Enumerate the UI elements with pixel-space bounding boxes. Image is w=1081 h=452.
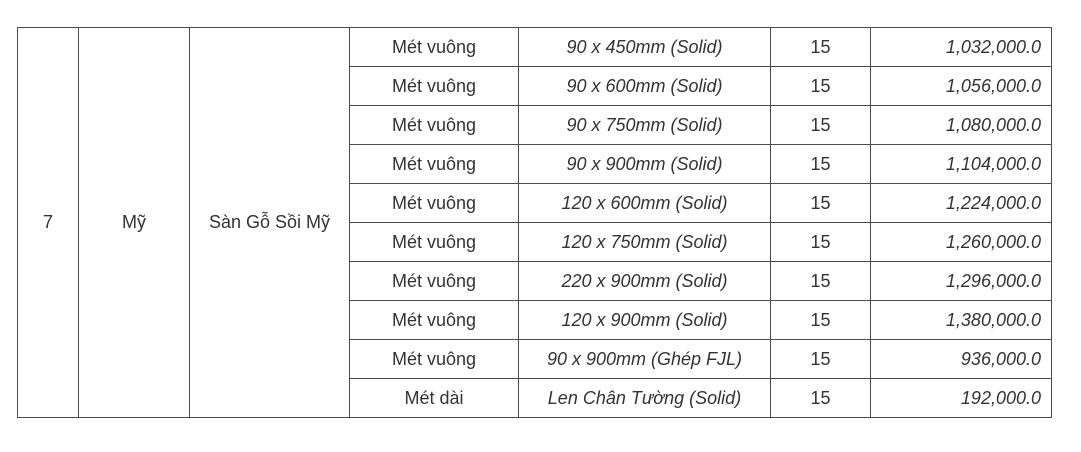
unit-cell: Mét vuông: [350, 28, 519, 67]
thickness-cell: 15: [771, 145, 871, 184]
price-cell: 1,032,000.0: [871, 28, 1052, 67]
unit-cell: Mét vuông: [350, 340, 519, 379]
spec-cell: 90 x 750mm (Solid): [519, 106, 771, 145]
price-cell: 192,000.0: [871, 379, 1052, 418]
price-cell: 1,260,000.0: [871, 223, 1052, 262]
unit-cell: Mét vuông: [350, 67, 519, 106]
price-cell: 1,224,000.0: [871, 184, 1052, 223]
spec-cell: 90 x 900mm (Solid): [519, 145, 771, 184]
spec-cell: Len Chân Tường (Solid): [519, 379, 771, 418]
product-name-cell: Sàn Gỗ Sồi Mỹ: [190, 28, 350, 418]
thickness-cell: 15: [771, 67, 871, 106]
price-cell: 1,080,000.0: [871, 106, 1052, 145]
thickness-cell: 15: [771, 340, 871, 379]
table-body: [18, 28, 1052, 418]
thickness-cell: 15: [771, 301, 871, 340]
spec-cell: 120 x 600mm (Solid): [519, 184, 771, 223]
table-row: [18, 28, 1052, 67]
spec-cell: 90 x 600mm (Solid): [519, 67, 771, 106]
unit-cell: Mét vuông: [350, 301, 519, 340]
spec-cell: 90 x 900mm (Ghép FJL): [519, 340, 771, 379]
price-cell: 1,104,000.0: [871, 145, 1052, 184]
unit-cell: Mét vuông: [350, 184, 519, 223]
spec-cell: 120 x 900mm (Solid): [519, 301, 771, 340]
thickness-cell: 15: [771, 223, 871, 262]
unit-cell: Mét vuông: [350, 145, 519, 184]
spec-cell: 220 x 900mm (Solid): [519, 262, 771, 301]
origin-cell: Mỹ: [79, 28, 190, 418]
thickness-cell: 15: [771, 262, 871, 301]
unit-cell: Mét vuông: [350, 106, 519, 145]
thickness-cell: 15: [771, 379, 871, 418]
price-cell: 1,056,000.0: [871, 67, 1052, 106]
unit-cell: Mét vuông: [350, 262, 519, 301]
thickness-cell: 15: [771, 106, 871, 145]
price-table: [17, 27, 1052, 418]
unit-cell: Mét dài: [350, 379, 519, 418]
price-cell: 936,000.0: [871, 340, 1052, 379]
unit-cell: Mét vuông: [350, 223, 519, 262]
row-number-cell: 7: [18, 28, 79, 418]
thickness-cell: 15: [771, 28, 871, 67]
spec-cell: 120 x 750mm (Solid): [519, 223, 771, 262]
thickness-cell: 15: [771, 184, 871, 223]
spec-cell: 90 x 450mm (Solid): [519, 28, 771, 67]
price-cell: 1,380,000.0: [871, 301, 1052, 340]
price-cell: 1,296,000.0: [871, 262, 1052, 301]
